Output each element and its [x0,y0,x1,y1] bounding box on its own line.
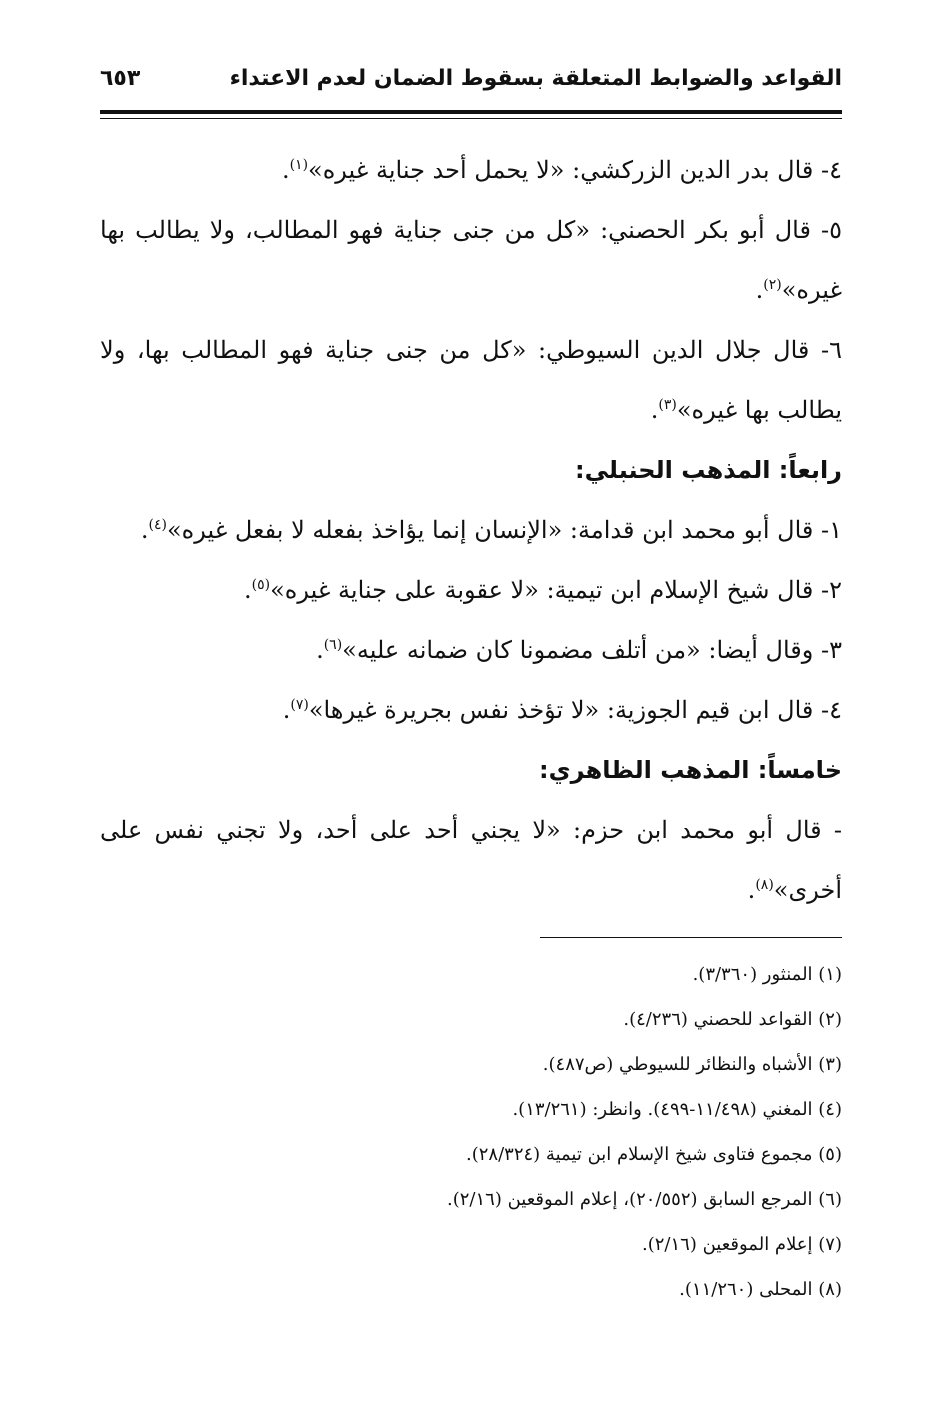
footnote-ref: (٣) [658,397,677,413]
paragraph-zarkashi [100,140,842,200]
paragraph-ibn-qayyim [100,680,842,740]
paragraph-text: ٢- قال شيخ الإسلام ابن تيمية: «لا عقوبة على جناية غيره» [270,576,842,604]
main-text [100,140,842,920]
header-rule-thick [100,110,842,114]
paragraph-ibn-taymiyya [100,560,842,620]
paragraph-text: ٤- قال ابن قيم الجوزية: «لا تؤخذ نفس بجريرة غيرها» [308,696,842,724]
paragraph-suyuti [100,320,842,440]
section-heading-hanbali: رابعاً: المذهب الحنبلي: [575,456,842,484]
footnote-8: (٨) المحلى (١١/٢٦٠). [679,1279,842,1300]
paragraph-end: . [281,156,290,184]
paragraph-end: . [244,576,252,604]
footnote-3: (٣) الأشباه والنظائر للسيوطي (ص٤٨٧). [542,1054,842,1075]
header-rule-thin [100,118,842,119]
header-title: القواعد والضوابط المتعلقة بسقوط الضمان لعدم الاعتداء [229,66,842,91]
paragraph-text: ٣- وقال أيضا: «من أتلف مضمونا كان ضمانه عليه» [342,636,842,664]
page-number: ٦٥٣ [100,66,141,91]
footnote-ref: (٦) [323,637,343,653]
paragraph-end: . [747,876,756,904]
footnote-ref: (٨) [755,877,774,893]
footnote-6: (٦) المرجع السابق (٢٠/٥٥٢)، إعلام الموقعين (٢/١٦). [447,1189,842,1210]
footnote-ref: (٧) [290,697,309,713]
section-heading-zahiri: خامساً: المذهب الظاهري: [539,756,842,784]
paragraph-end: . [650,396,659,424]
paragraph-text: ٦- قال جلال الدين السيوطي: «كل من جنى جناية فهو المطالب بها، ولا يطالب بها غيره» [100,336,842,424]
paragraph-ibn-qudama [100,500,842,560]
paragraph-text: ٥- قال أبو بكر الحصني: «كل من جنى جناية فهو المطالب، ولا يطالب بها غيره» [100,216,842,304]
footnote-ref: (٥) [251,577,271,593]
paragraph-text: ٤- قال بدر الدين الزركشي: «لا يحمل أحد جناية غيره» [308,156,842,184]
footnote-ref: (١) [289,157,309,173]
footnote-separator [540,937,842,938]
paragraph-text: - قال أبو محمد ابن حزم: «لا يجني أحد على أحد، ولا تجني نفس على أخرى» [100,816,842,904]
running-header [100,60,842,110]
paragraph-ibn-hazm [100,800,842,920]
footnote-7: (٧) إعلام الموقعين (٢/١٦). [642,1234,842,1255]
paragraph-end: . [316,636,324,664]
paragraph-end: . [755,276,764,304]
footnote-ref: (٢) [763,277,782,293]
footnote-5: (٥) مجموع فتاوى شيخ الإسلام ابن تيمية (٢٨/٣٢٤). [466,1144,842,1165]
paragraph-end: . [282,696,291,724]
footnotes [100,952,842,1312]
footnote-1: (١) المنثور (٣/٣٦٠). [692,964,842,985]
footnote-ref: (٤) [148,517,167,533]
footnote-2: (٢) القواعد للحصني (٤/٢٣٦). [623,1009,842,1030]
paragraph-also-said [100,620,842,680]
paragraph-husni [100,200,842,320]
paragraph-text: ١- قال أبو محمد ابن قدامة: «الإنسان إنما يؤاخذ بفعله لا بفعل غيره» [166,516,842,544]
paragraph-end: . [140,516,149,544]
footnote-4: (٤) المغني (١١/٤٩٨-٤٩٩). وانظر: (١٣/٢٦١). [512,1099,842,1120]
